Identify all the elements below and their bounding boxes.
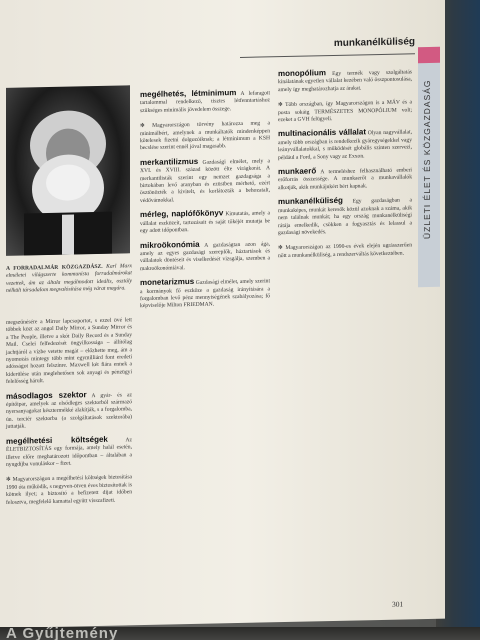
entry [278,165,412,192]
marx-portrait [6,85,130,256]
tab-label: ÜZLETI ÉLET ÉS KÖZGAZDASÁG [422,78,432,239]
entry-headword: munkanélküliség [278,196,343,207]
caption-body: Karl Marx elméletei világszerte kommunista forradalmárokat vezettek, ám az általa megálmodott ideális, osztály nélküli társadalom megvalósítása még várat magára. [6,263,132,295]
entry [278,196,412,238]
entry [6,390,132,432]
entry-text: Egy termék vagy szolgáltatás kínálatának egyetlen vállalat kezében való összpontosulása, amely így meghatározhatja az árakat. [278,69,412,93]
column-3 [278,67,412,266]
entry-text: A lefaragott tartalommal rendelkező, tisztes létfenntartáshoz szükséges minimális jövedelem összege. [140,90,271,114]
bottom-rim [0,627,480,640]
entry-headword: monopólium [278,68,326,79]
entry-text: ✻ Több országban, így Magyarországon is a MÁV és a posta sokáig TERMÉSZETES MONOPÓLIUM volt; ezeket a GVH felügyeli. [278,99,412,124]
entry-headword: megélhetési költségek [6,434,108,446]
entry-text: A gyár- és az építőipar, amelyek az elsődleges szektorból származó nyersanyagokat késztermékké alakítják, s a forgalomba, ún. terciér szektorba (a szolgáltatások szektorába) juttatják. [6,391,132,431]
entry-text: megszűnésére a Mirror lapcsoportot, s ezzel övé lett többek közt az angol Daily Mirror, a Sunday Mirror és a The People, illetve a skót Daily Record és a Sunday Mail. Cselei felfedezését öngyilkossága – állítólag jachtjáról a vízbe vetette magát – előzhette meg, ám a nyomozás mintegy több mint egymilliárd font eredeti adósságot hozott felszínre. Maxwell két fiára ennek a kiderülése után meglehetősen sok anyagi és pénzügyi felelősség hárult. [6,317,132,386]
entry-text: Gazdasági elmélet, amely szerint a kormányok fő eszköze a gazdaság irányítására a forgalomban levő pénz mennyiségének szabályozása; fő képviselője Milton FRIEDMAN. [140,278,270,310]
entry [140,88,270,115]
entry [140,209,270,236]
section-tab [418,47,440,287]
entry-text: A termeléshez felhasználható emberi erőforrás összessége. A munkaerőt a munkavállalók alkotják, akik munkájukért bért kapnak. [278,167,412,192]
header-title: munkanélküliség [333,36,415,50]
entry-text: ✻ Magyarországon a megélhetési költségek biztosítása 1990 óta működik, s negyven-ötven éves biztosítottak is kötnek ilyet; a biztosító a befizetett díjat időben felosztva, megfelelő kamattal együtt visszafizeti. [6,474,132,506]
entry-text: Gazdasági elmélet, mely a XVI. és XVIII. század között élte virágkorát. A merkantilisták szerint egy nemzet gazdagsága a birtokában levő aranyban és ezüstben mérhető, ezért ösztönözték a kivitelt, és korlátozták a behozatalt, védővámokkal. [140,158,270,204]
entry-text: Kimutatás, amely a vállalat eszközeit, tartozásait és saját tőkéjét mutatja be egy adott időpontban. [140,210,270,235]
entry [140,239,270,273]
entry [6,473,132,507]
entry-text: Olyan nagyvállalat, amely több országban is rendelkezik gyáregységekkel vagy leányvállalatokkal, s működését globális szinten szervezi, például a Ford, a Sony vagy az Exxon. [278,129,412,161]
portrait-caption [6,263,132,295]
entry [278,128,412,162]
running-header [240,35,415,58]
entry-headword: megélhetés, létminimum [140,88,237,100]
column-2 [140,88,270,316]
entry-text: Egy gazdaságban a munkaképes, munkát keresők közül azoknak a száma, akik nem találnak munkát; ha egy ország munkanélküliségi rátája emelkedik, csökken a fogyasztás és lelassul a gazdasági növekedés. [278,197,412,237]
tab-color-marker [418,47,440,63]
entry-text: ✻ Magyarországon az 1990-es évek elején ugrásszerűen nőtt a munkanélküliség, a rendszerváltás következtében. [278,242,412,259]
entry-headword: munkaerő [278,166,317,177]
portrait-drawing [6,85,130,256]
entry [6,315,132,386]
entry [140,276,270,310]
column-1 [6,315,132,513]
entry [6,435,132,469]
page-number: 301 [392,599,404,609]
entry [140,156,270,205]
entry-text: ✻ Magyarországon törvény határozza meg a minimálbért, amelynek a munkáltatók mindenképpen kötelesek fizetni dolgozóiknak; a létminimum a KSH becslése szerint ennél jóval magasabb. [140,120,270,152]
entry-headword: multinacionális vállalat [278,127,366,139]
rim-text: A Gyűjtemény [6,625,119,640]
entry [278,67,412,94]
caption-lead: A FORRADALMÁR KÖZGAZDÁSZ. [6,263,103,272]
entry-headword: merkantilizmus [140,156,199,167]
entry [278,98,412,125]
entry-headword: monetarizmus [140,277,195,288]
entry-headword: mérleg, naplófőkönyv [140,208,224,220]
entry [278,241,412,261]
entry-headword: másodlagos szektor [6,389,87,401]
entry-text: Az ÉLETBIZTOSÍTÁS egy formája, amely halál esetén, illetve előre meghatározott időpontban – általában a nyugdíjba vonuláskor – fizet. [6,436,132,468]
entry-headword: mikroökonómia [140,239,200,250]
entry [140,119,270,153]
entry-text: A gazdaságtan azon ága, amely az egyes gazdasági szereplők, háztartások és vállalatok döntéseit és viselkedését vizsgálja, szemben a makroökonómiával. [140,240,271,272]
